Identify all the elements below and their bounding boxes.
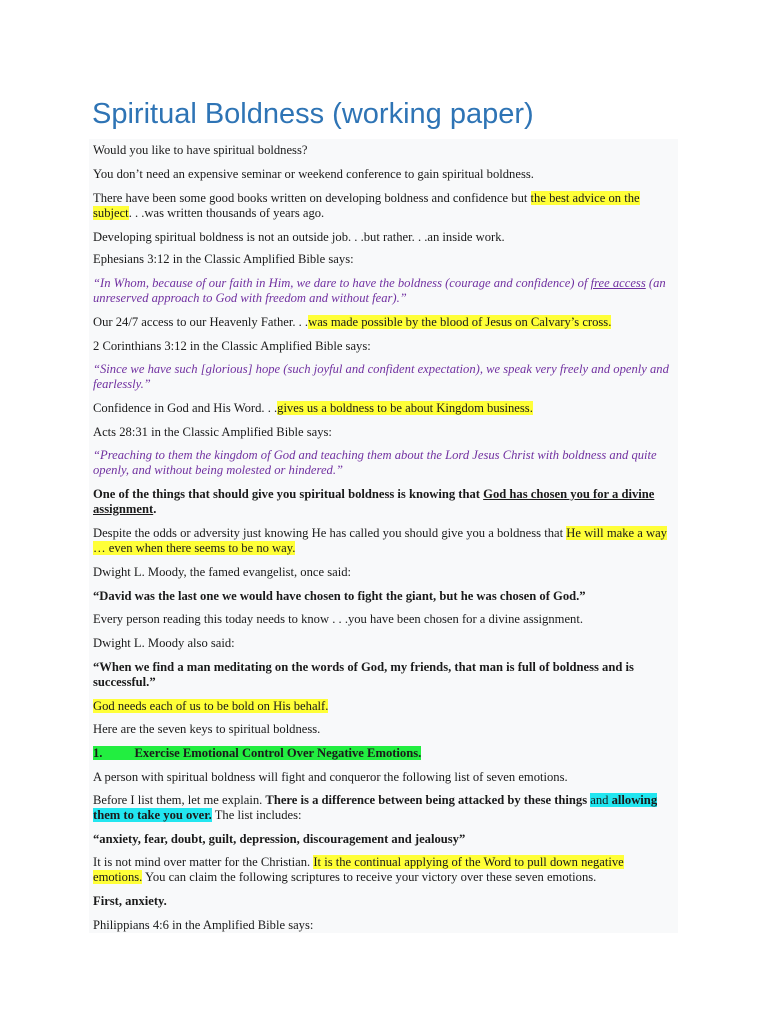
paragraph [93, 699, 674, 714]
document-title: Spiritual Boldness (working paper) [92, 98, 534, 130]
subheading: First, anxiety. [93, 894, 167, 908]
paragraph: Acts 28:31 in the Classic Amplified Bible says: [93, 425, 332, 439]
highlight: and [590, 793, 612, 807]
list-heading [93, 746, 674, 761]
paragraph: Dwight L. Moody also said: [93, 636, 235, 650]
paragraph: Philippians 4:6 in the Amplified Bible says: [93, 918, 314, 932]
highlight [93, 746, 421, 760]
paragraph: Despite the odds or adversity just knowing He has called you should give you a boldness that He will make a way … even when there seems to be no way. [93, 526, 667, 555]
bold-quote: “anxiety, fear, doubt, guilt, depression, discouragement and jealousy” [93, 832, 466, 846]
scripture-quote: “Preaching to them the kingdom of God and teaching them about the Lord Jesus Christ with boldness and quite openly, and without being molested or hindered.” [93, 448, 657, 477]
paragraph: Would you like to have spiritual boldness? [93, 143, 308, 157]
list-heading-text: Exercise Emotional Control Over Negative Emotions. [134, 746, 422, 760]
highlight: gives us a boldness to be about Kingdom business. [277, 401, 533, 415]
highlight: the best advice on the subject [93, 191, 640, 220]
paragraph: You don’t need an expensive seminar or weekend conference to gain spiritual boldness. [93, 167, 534, 181]
paragraph: There have been some good books written on developing boldness and confidence but the best advice on the subject. . .was written thousands of years ago. [93, 191, 640, 220]
list-number: 1. [93, 746, 103, 760]
paragraph: It is not mind over matter for the Christian. It is the continual applying of the Word to pull down negative emotions. You can claim the following scriptures to receive your victory over these seven emotions. [93, 855, 624, 884]
paragraph: Developing spiritual boldness is not an outside job. . .but rather. . .an inside work. [93, 230, 505, 244]
scripture-quote: “In Whom, because of our faith in Him, we dare to have the boldness (courage and confidence) of free access (an unreserved approach to God with freedom and without fear).” [93, 276, 666, 305]
paragraph: Every person reading this today needs to know . . .you have been chosen for a divine assignment. [93, 612, 583, 626]
paragraph: 2 Corinthians 3:12 in the Classic Amplified Bible says: [93, 339, 371, 353]
scripture-quote: “Since we have such [glorious] hope (such joyful and confident expectation), we speak very freely and openly and fearlessly.” [93, 362, 669, 391]
underlined-text: free access [590, 276, 646, 290]
highlight: It is the continual applying of the Word to pull down negative emotions. [93, 855, 624, 884]
highlight: allowing them to take you over. [93, 793, 658, 822]
paragraph: Our 24/7 access to our Heavenly Father. . .was made possible by the blood of Jesus on Calvary’s cross. [93, 315, 612, 329]
paragraph: Dwight L. Moody, the famed evangelist, once said: [93, 565, 351, 579]
underlined-text: God has chosen you for a divine assignment [93, 487, 655, 516]
paragraph: Before I list them, let me explain. There is a difference between being attacked by these things and allowing them to take you over. The list includes: [93, 793, 658, 822]
highlight: God needs each of us to be bold on His behalf. [93, 699, 329, 713]
paragraph: One of the things that should give you spiritual boldness is knowing that God has chosen you for a divine assignment. [93, 487, 655, 516]
paragraph: Here are the seven keys to spiritual boldness. [93, 722, 321, 736]
paragraph: Confidence in God and His Word. . .gives us a boldness to be about Kingdom business. [93, 401, 533, 415]
highlight: He will make a way … even when there seems to be no way. [93, 526, 667, 555]
bold-quote: “When we find a man meditating on the words of God, my friends, that man is full of boldness and is successful.” [93, 660, 634, 689]
bold-quote: “David was the last one we would have chosen to fight the giant, but he was chosen of God.” [93, 589, 586, 603]
highlight: was made possible by the blood of Jesus on Calvary’s cross. [308, 315, 612, 329]
paragraph: Ephesians 3:12 in the Classic Amplified Bible says: [93, 252, 354, 266]
document-page [89, 139, 678, 933]
paragraph: A person with spiritual boldness will fight and conqueror the following list of seven emotions. [93, 770, 568, 784]
